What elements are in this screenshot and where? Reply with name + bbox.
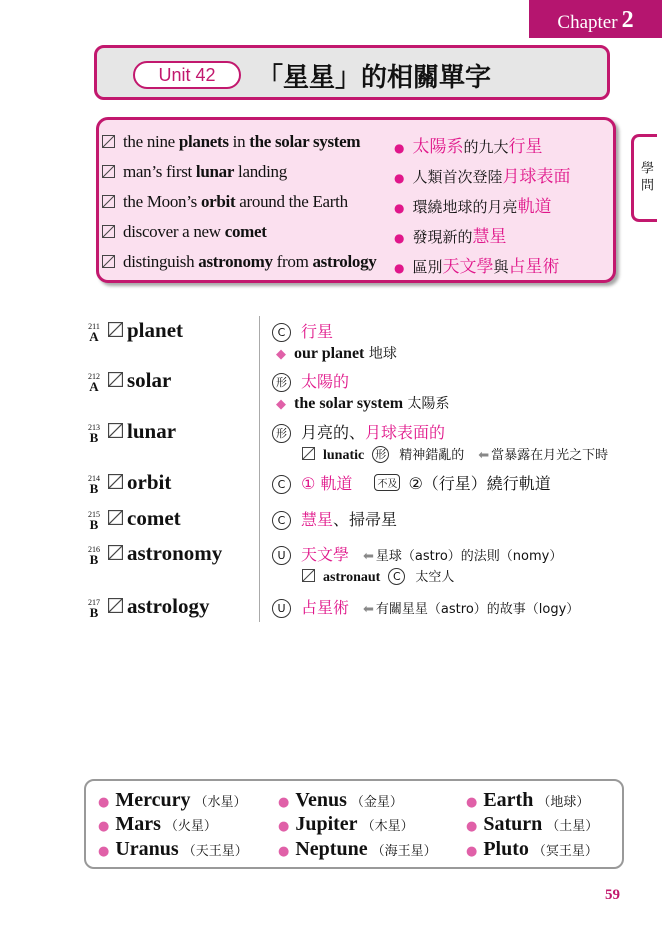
definition [272, 369, 349, 392]
vocab-word [108, 318, 183, 343]
vocab-word [108, 541, 222, 566]
vocab-word [108, 470, 171, 495]
phrase-row [99, 132, 619, 160]
planet-name: Jupiter [295, 813, 358, 835]
related-word-note: 當暴露在月光之下時 [491, 448, 609, 463]
entry-index: 214 [88, 474, 100, 483]
entry-number [86, 322, 102, 343]
bullet-icon: ● [394, 261, 405, 275]
phrase-chinese [394, 132, 543, 157]
example-english: the solar system [294, 395, 404, 412]
vocab-word [108, 506, 181, 531]
word-text: astrology [127, 594, 210, 618]
entry-index: 212 [88, 372, 100, 381]
phrase-keyword: comet [224, 222, 267, 241]
phrase-text: 發現新的 [412, 228, 473, 246]
definition-text: 月亮的、 [301, 423, 366, 442]
unit-label: Unit 42 [133, 61, 241, 89]
part-of-speech-icon: C [272, 323, 291, 342]
phrase-chinese [394, 252, 560, 277]
definition-highlight: 行星 [301, 322, 334, 341]
etymology-note: 有關星星（astro）的故事（logy） [375, 602, 580, 617]
phrase-keyword: planets [178, 132, 229, 151]
bullet-icon: ● [278, 819, 290, 834]
checkbox-icon [102, 255, 115, 268]
planet-box [84, 779, 624, 869]
definition-highlight: ① 軌道 [301, 474, 353, 493]
example-chinese: 地球 [364, 346, 397, 362]
phrase-highlight: 占星術 [508, 257, 560, 277]
planet-chinese: （地球） [537, 795, 590, 810]
phrase-keyword: orbit [200, 192, 236, 211]
entry-grade: B [89, 552, 99, 567]
example-english: our planet [294, 345, 365, 362]
phrase-english [102, 252, 377, 272]
phrase-text: man’s first [123, 162, 196, 181]
bullet-icon: ● [278, 795, 290, 810]
part-of-speech-icon: 形 [272, 424, 291, 443]
planet-name: Uranus [115, 838, 179, 860]
phrase-text: 與 [493, 258, 509, 276]
bullet-icon: ● [466, 795, 478, 810]
entry-grade: B [89, 605, 99, 620]
definition-highlight: 太陽的 [301, 372, 350, 391]
part-of-speech-icon: 不及 [374, 474, 400, 491]
planet-item [98, 838, 248, 861]
bullet-icon: ● [278, 844, 290, 859]
phrase-highlight: 行星 [508, 137, 543, 157]
checkbox-icon [102, 225, 115, 238]
part-of-speech-icon: 形 [272, 373, 291, 392]
word-text: comet [127, 506, 181, 530]
planet-chinese: （天王星） [182, 844, 248, 859]
bullet-icon: ● [466, 844, 478, 859]
word-text: lunar [127, 419, 177, 443]
entry-number [86, 545, 102, 566]
phrase-keyword: the solar system [249, 132, 361, 151]
chapter-tab [529, 0, 662, 38]
phrase-row [99, 222, 619, 250]
related-word-definition: 太空人 [415, 570, 455, 585]
planet-item [466, 789, 589, 812]
planet-chinese: （海王星） [371, 844, 437, 859]
phrase-text: landing [234, 162, 287, 181]
divider-line [259, 316, 260, 622]
definition [272, 595, 579, 618]
page-number: 59 [605, 887, 620, 903]
word-text: solar [127, 368, 172, 392]
phrase-highlight: 慧星 [472, 227, 507, 247]
phrase-text: discover a new [123, 222, 225, 241]
bullet-icon: ● [394, 141, 405, 155]
bullet-icon: ● [394, 201, 405, 215]
checkbox-icon [102, 165, 115, 178]
definition-highlight: 天文學 [301, 545, 350, 564]
phrase-row [99, 162, 619, 190]
phrase-text: distinguish [123, 252, 199, 271]
phrase-text: 環繞地球的月亮 [412, 198, 518, 216]
arrow-left-icon: ⬅ [478, 448, 490, 463]
definition-text: ②（行星）繞行軌道 [408, 474, 551, 493]
checkbox-icon [108, 423, 123, 438]
entry-index: 217 [88, 598, 100, 607]
planet-name: Venus [295, 789, 347, 811]
checkbox-icon [108, 545, 123, 560]
checkbox-icon [302, 447, 315, 460]
entry-grade: A [89, 329, 99, 344]
phrase-keyword: lunar [195, 162, 235, 181]
entry-number [86, 372, 102, 393]
definition-highlight: 月球表面的 [365, 423, 446, 442]
definition [272, 471, 551, 494]
definition-highlight: 慧星 [301, 510, 334, 529]
entry-grade: B [89, 430, 99, 445]
phrase-english [102, 162, 287, 182]
phrase-text: 人類首次登陸 [412, 168, 503, 186]
vocab-word [108, 368, 171, 393]
phrase-text: around the Earth [235, 192, 348, 211]
bullet-icon: ● [98, 819, 110, 834]
phrase-row [99, 192, 619, 220]
part-of-speech-icon: 形 [372, 446, 389, 463]
entry-index: 215 [88, 510, 100, 519]
planet-name: Earth [483, 789, 534, 811]
vocab-word [108, 419, 176, 444]
bullet-icon: ● [98, 844, 110, 859]
checkbox-icon [108, 598, 123, 613]
part-of-speech-icon: U [272, 599, 291, 618]
side-tab: 學問 [631, 134, 657, 222]
entry-grade: A [89, 379, 99, 394]
checkbox-icon [108, 372, 123, 387]
phrase-text: in [228, 132, 250, 151]
planet-item [466, 838, 598, 861]
planet-chinese: （水星） [194, 795, 247, 810]
definition-highlight: 占星術 [301, 598, 350, 617]
planet-name: Pluto [483, 838, 529, 860]
phrase-highlight: 天文學 [442, 257, 494, 277]
planet-item [466, 813, 598, 836]
planet-name: Mercury [115, 789, 191, 811]
word-text: planet [127, 318, 184, 342]
diamond-icon: ◆ [276, 347, 286, 362]
checkbox-icon [102, 195, 115, 208]
planet-chinese: （金星） [350, 795, 403, 810]
phrase-text: from [272, 252, 313, 271]
phrase-keyword: astronomy [198, 252, 273, 271]
entry-index: 213 [88, 423, 100, 432]
bullet-icon: ● [98, 795, 110, 810]
phrase-text: 的九大 [463, 138, 509, 156]
planet-item [98, 813, 217, 836]
planet-name: Mars [115, 813, 161, 835]
etymology-note: 星球（astro）的法則（nomy） [375, 549, 563, 564]
phrase-text: 區別 [412, 258, 443, 276]
phrase-highlight: 月球表面 [502, 167, 571, 187]
planet-name: Neptune [295, 838, 368, 860]
related-word-definition: 精神錯亂的 [399, 448, 465, 463]
part-of-speech-icon: U [272, 546, 291, 565]
related-word [302, 566, 454, 586]
definition [272, 507, 397, 530]
phrase-text: the nine [123, 132, 179, 151]
phrase-chinese [394, 192, 552, 217]
checkbox-icon [108, 474, 123, 489]
planet-chinese: （土星） [546, 819, 599, 834]
diamond-icon: ◆ [276, 397, 286, 412]
entry-number [86, 423, 102, 444]
entry-number [86, 598, 102, 619]
part-of-speech-icon: C [272, 475, 291, 494]
phrase-english [102, 132, 360, 152]
definition [272, 542, 562, 565]
phrase-english [102, 192, 348, 212]
related-word [302, 444, 608, 464]
bullet-icon: ● [466, 819, 478, 834]
chapter-label: Chapter [557, 12, 618, 33]
checkbox-icon [302, 569, 315, 582]
example-chinese: 太陽系 [403, 396, 450, 412]
phrase-box [96, 117, 616, 283]
vocab-word [108, 594, 209, 619]
phrase-highlight: 太陽系 [412, 137, 464, 157]
example-phrase [276, 393, 449, 413]
planet-item [278, 789, 403, 812]
entry-number [86, 474, 102, 495]
phrase-chinese [394, 222, 507, 247]
planet-chinese: （火星） [164, 819, 217, 834]
part-of-speech-icon: C [388, 568, 405, 585]
planet-item [98, 789, 247, 812]
bullet-icon: ● [394, 171, 405, 185]
definition-text: 、掃帚星 [333, 510, 398, 529]
entry-index: 211 [88, 322, 100, 331]
planet-name: Saturn [483, 813, 543, 835]
arrow-left-icon: ⬅ [363, 602, 374, 617]
related-word-text: astronaut [323, 570, 381, 585]
arrow-left-icon: ⬅ [363, 549, 374, 564]
planet-item [278, 838, 437, 861]
planet-chinese: （木星） [361, 819, 414, 834]
entry-index: 216 [88, 545, 100, 554]
bullet-icon: ● [394, 231, 405, 245]
entry-grade: B [89, 517, 99, 532]
definition [272, 420, 445, 443]
entry-number [86, 510, 102, 531]
word-text: orbit [127, 470, 172, 494]
related-word-text: lunatic [323, 448, 365, 463]
word-text: astronomy [127, 541, 223, 565]
definition [272, 319, 333, 342]
unit-title: 「星星」的相關單字 [257, 63, 492, 93]
planet-item [278, 813, 414, 836]
example-phrase [276, 343, 397, 363]
part-of-speech-icon: C [272, 511, 291, 530]
chapter-number: 2 [621, 7, 634, 33]
unit-header [94, 45, 610, 100]
phrase-chinese [394, 162, 571, 187]
planet-chinese: （冥王星） [532, 844, 598, 859]
entry-grade: B [89, 481, 99, 496]
phrase-keyword: astrology [312, 252, 377, 271]
checkbox-icon [108, 322, 123, 337]
phrase-row [99, 252, 619, 280]
checkbox-icon [102, 135, 115, 148]
checkbox-icon [108, 510, 123, 525]
phrase-english [102, 222, 267, 242]
phrase-highlight: 軌道 [517, 197, 552, 217]
phrase-text: the Moon’s [123, 192, 201, 211]
